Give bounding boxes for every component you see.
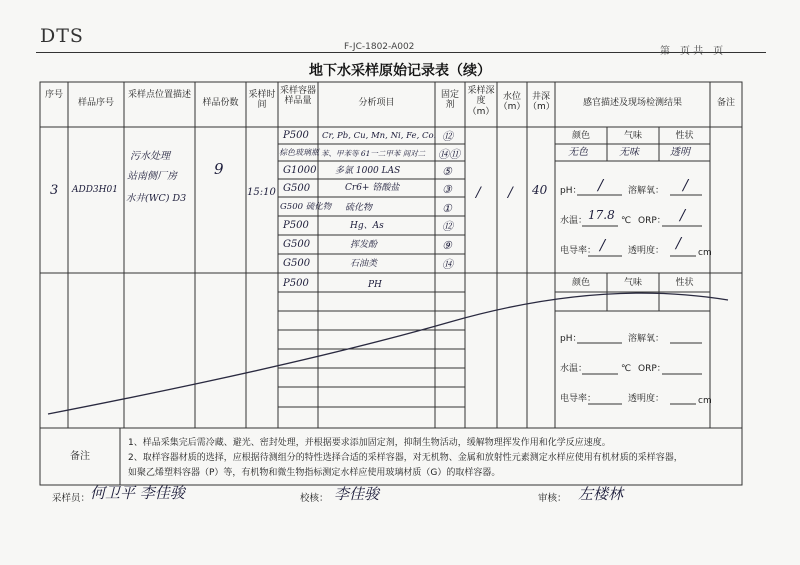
item-5-fixative: ①	[442, 202, 452, 215]
row-water-level: /	[508, 185, 513, 201]
col-remarks: 备注	[716, 98, 735, 108]
item-6-fixative: ⑫	[442, 220, 453, 233]
blank-trans-unit: cm	[698, 396, 712, 406]
reviewer-label: 审核：	[538, 493, 567, 504]
sensory-color-label: 颜色	[571, 131, 590, 141]
col-location: 采样点位置描述	[127, 90, 191, 100]
sensory-color-value: 无色	[568, 147, 588, 158]
row-seq: 3	[50, 183, 59, 198]
temp-value: 17.8	[588, 208, 615, 222]
blank-cond-label: 电导率：	[560, 394, 597, 404]
col-water-level: 水位（m）	[498, 92, 526, 113]
item-1-container: P500	[283, 130, 309, 141]
reviewer-signature: 左楼林	[578, 485, 624, 503]
item-4-analysis: Cr6+ 铬酸盐	[345, 183, 400, 193]
note-line-2: 2、取样容器材质的选择，应根据待测组分的特性选择合适的采样容器，对无机物、金属和放射性元素测定水样应使用有机材质的采样容器，	[128, 453, 683, 463]
row-well-depth: 40	[532, 183, 548, 197]
col-time: 采样时间	[248, 90, 276, 111]
blank-orp-label: ORP：	[638, 364, 666, 374]
ph-value: /	[598, 176, 604, 194]
blank-temp-label: 水温：	[560, 364, 588, 374]
trans-label: 透明度：	[628, 246, 665, 256]
blank-odor-label: 气味	[623, 278, 642, 288]
col-fixative: 固定剂	[440, 90, 459, 111]
col-analysis: 分析项目	[358, 98, 395, 108]
item-6-container: P500	[283, 220, 309, 231]
item-3-fixative: ⑤	[442, 165, 452, 178]
item-3-container: G1000	[283, 165, 317, 176]
item-7-container: G500	[283, 239, 311, 250]
item-8-container: G500	[283, 258, 311, 269]
row-location-2: 站南侧厂房	[127, 171, 177, 182]
item-6-analysis: Hg、As	[350, 221, 384, 231]
temp-label: 水温：	[560, 216, 588, 226]
row-location-3: 水井(WC) D3	[126, 193, 187, 204]
row-depth: /	[476, 185, 481, 201]
sensory-state-label: 性状	[675, 131, 694, 141]
trans-value: /	[676, 234, 682, 252]
row-location-1: 污水处理	[130, 151, 170, 162]
item-9-container: P500	[283, 278, 309, 289]
notes-text	[128, 436, 718, 481]
item-2-analysis: 苯、甲苯等 61一二甲苯 间对二	[321, 149, 426, 158]
sensory-odor-label: 气味	[623, 131, 642, 141]
item-8-analysis: 石油类	[350, 259, 378, 269]
row-time: 15:10	[247, 187, 276, 198]
ph-label: pH：	[560, 186, 582, 196]
item-5-container: G500 硫化物	[280, 202, 332, 212]
item-7-analysis: 挥发酚	[350, 240, 378, 250]
do-value: /	[683, 176, 689, 194]
sensory-odor-value: 无味	[619, 147, 639, 158]
do-label: 溶解氧：	[628, 186, 665, 196]
row-count: 9	[214, 160, 224, 178]
page-info: 第 页 共 页	[660, 46, 724, 57]
note-line-3: 如聚乙烯塑料容器（P）等，有机物和微生物指标测定水样应使用玻璃材质（G）的取样容器。	[128, 468, 501, 478]
blank-temp-unit: ℃	[621, 364, 632, 374]
blank-state-label: 性状	[675, 278, 694, 288]
col-well-depth: 井深（m）	[528, 92, 555, 113]
item-4-container: G500	[283, 183, 311, 194]
sensory-state-value: 透明	[670, 147, 690, 158]
blank-ph-label: pH：	[560, 334, 582, 344]
item-9-analysis: PH	[368, 280, 382, 290]
checker-label: 校核：	[300, 493, 329, 504]
notes-label: 备注	[70, 451, 90, 462]
orp-label: ORP：	[638, 216, 666, 226]
blank-do-label: 溶解氧：	[628, 334, 665, 344]
blank-color-label: 颜色	[571, 278, 590, 288]
sampler-signature: 何卫平 李佳骏	[90, 484, 185, 502]
item-7-fixative: ⑨	[442, 239, 452, 252]
blank-trans-label: 透明度：	[628, 394, 665, 404]
checker-signature: 李佳骏	[334, 485, 380, 503]
item-4-fixative: ③	[442, 183, 452, 196]
item-1-fixative: ⑫	[442, 130, 453, 143]
item-2-container: 棕色玻璃瓶	[279, 148, 319, 157]
col-sensory: 感官描述及现场检测结果	[582, 98, 682, 108]
col-count: 样品份数	[202, 98, 239, 108]
orp-value: /	[680, 206, 686, 224]
trans-unit: cm	[698, 248, 712, 258]
col-container: 采样容器样品量	[280, 86, 317, 107]
note-line-1: 1、样品采集完后需冷藏、避光、密封处理，并根据要求添加固定剂，抑制生物活动，缓解物理挥发作用和化学反应速度。	[128, 438, 611, 448]
item-8-fixative: ⑭	[442, 258, 453, 271]
company-logo: DTS	[40, 25, 84, 47]
sampler-label: 采样员：	[52, 493, 91, 504]
cond-value: /	[600, 236, 606, 254]
item-2-fixative: ⑭⑪	[438, 148, 460, 161]
row-sample-id: ADD3H01	[72, 185, 118, 195]
item-5-analysis: 硫化物	[345, 203, 373, 213]
form-code: F-JC-1802-A002	[344, 42, 415, 52]
item-1-analysis: Cr, Pb, Cu, Mn, Ni, Fe, Co.	[322, 131, 437, 141]
item-3-analysis: 多氯 1000 LAS	[335, 166, 401, 176]
col-depth: 采样深度（m）	[467, 86, 495, 117]
page-title: 地下水采样原始记录表（续）	[309, 63, 491, 79]
temp-unit: ℃	[621, 216, 632, 226]
header-rule	[36, 52, 766, 53]
col-sample-id: 样品序号	[77, 98, 114, 108]
col-seq: 序号	[44, 90, 63, 100]
cond-label: 电导率：	[560, 246, 597, 256]
